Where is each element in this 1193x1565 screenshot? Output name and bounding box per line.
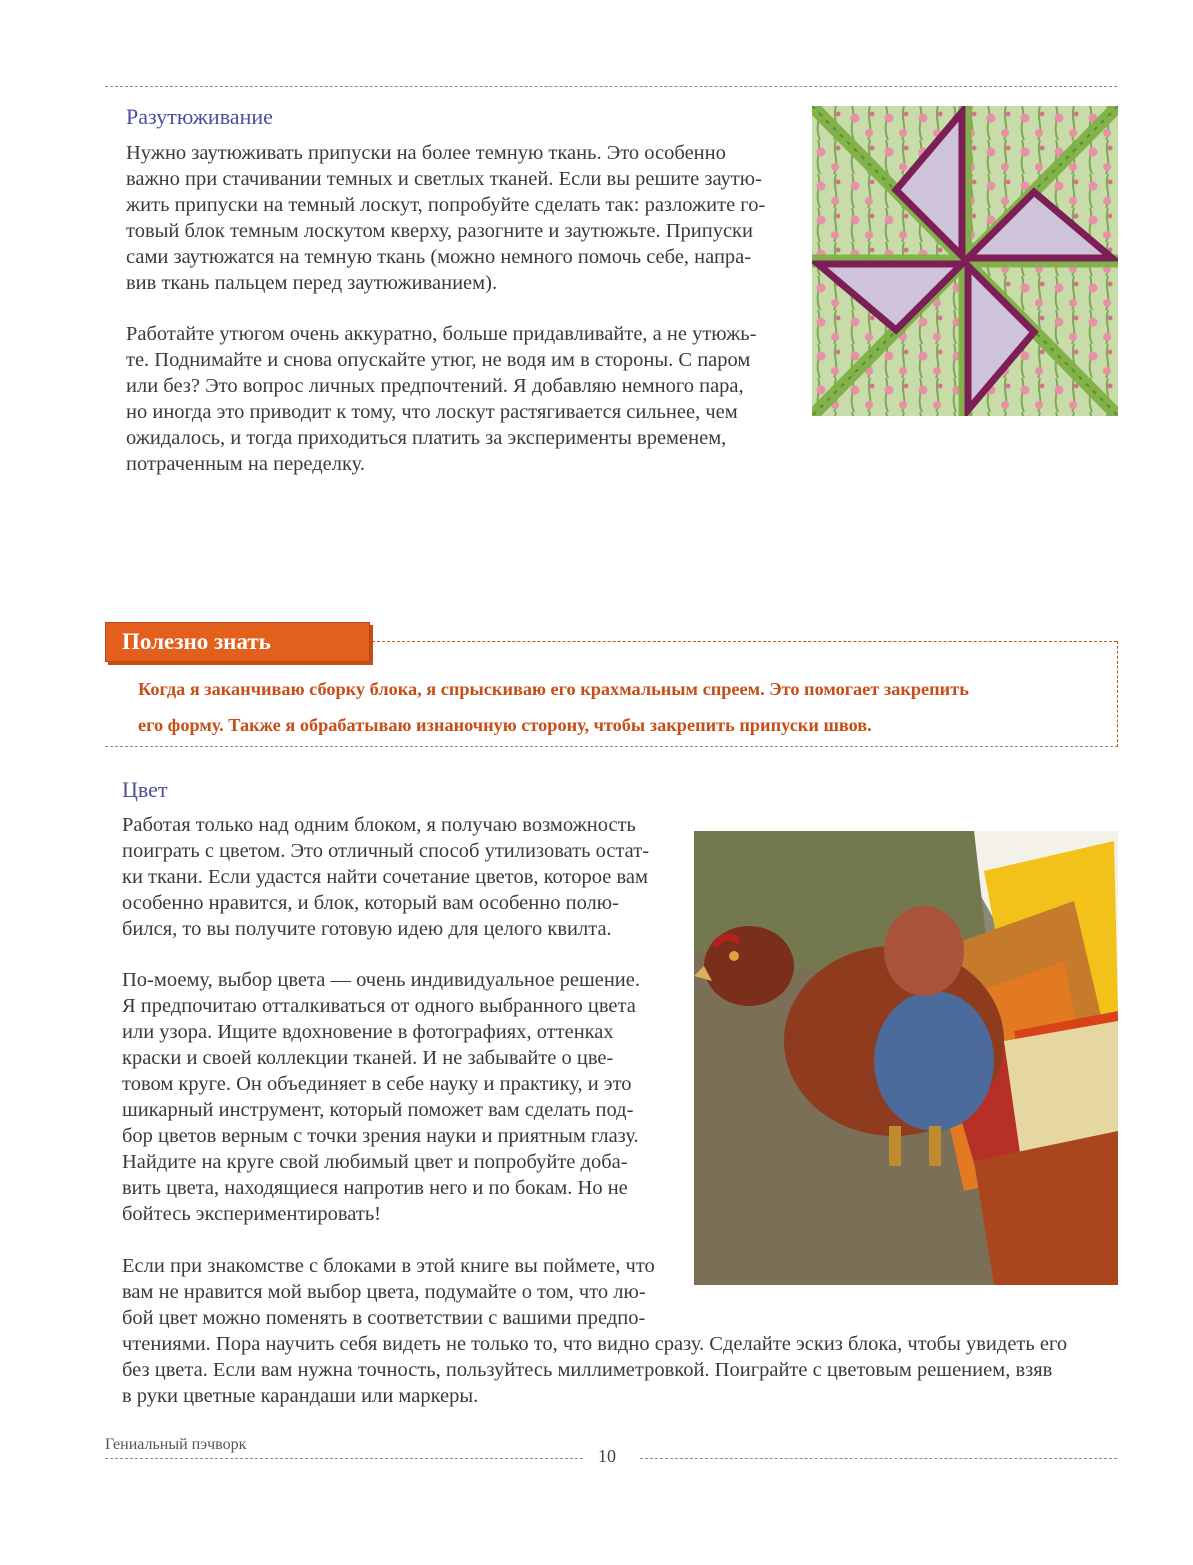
footer-divider-right — [640, 1458, 1117, 1459]
paragraph-color-1 — [122, 812, 692, 942]
text-line: Нужно заутюживать припуски на более темную ткань. Это особенно — [126, 142, 726, 164]
tip-line: Когда я заканчиваю сборку блока, я спрыскиваю его крахмальным спреем. Это помогает закрепить — [138, 679, 969, 699]
tip-label: Полезно знать — [105, 622, 370, 662]
text-line: Работайте утюгом очень аккуратно, больше придавливайте, а не утюжь- — [126, 323, 757, 345]
text-line: бор цветов верным с точки зрения науки и приятным глазу. — [122, 1125, 639, 1147]
text-line: Если при знакомстве с блоками в этой книге вы поймете, что — [122, 1255, 655, 1277]
text-line: Я предпочитаю отталкиваться от одного выбранного цвета — [122, 995, 636, 1017]
text-line: те. Поднимайте и снова опускайте утюг, не водя им в стороны. С паром — [126, 349, 751, 371]
section-heading-pressing: Разутюживание — [126, 104, 273, 129]
text-line: краски и своей коллекции тканей. И не забывайте о цве- — [122, 1047, 614, 1069]
text-line: без цвета. Если вам нужна точность, пользуйтесь миллиметровкой. Поиграйте с цветовым решением, взяв — [122, 1359, 1053, 1381]
hen-fabric-photo — [694, 831, 1118, 1285]
text-line: Найдите на круге свой любимый цвет и попробуйте доба- — [122, 1151, 628, 1173]
text-line: поиграть с цветом. Это отличный способ утилизовать остат- — [122, 840, 650, 862]
text-line: или без? Это вопрос личных предпочтений. Я добавляю немного пара, — [126, 375, 744, 397]
footer-book-title: Гениальный пэчворк — [105, 1436, 247, 1453]
text-line: вив ткань пальцем перед заутюживанием). — [126, 272, 498, 294]
section-heading-color: Цвет — [122, 777, 168, 802]
text-line: ожидалось, и тогда приходиться платить за эксперименты временем, — [126, 427, 727, 449]
text-line: По-моему, выбор цвета — очень индивидуальное решение. — [122, 969, 640, 991]
tip-text — [138, 671, 1098, 743]
text-line: товом круге. Он объединяет в себе науку и практику, и это — [122, 1073, 632, 1095]
top-divider — [105, 86, 1117, 87]
text-line: или узора. Ищите вдохновение в фотографиях, оттенках — [122, 1021, 614, 1043]
text-line: важно при стачивании темных и светлых тканей. Если вы решите заутю- — [126, 168, 762, 190]
tip-line: его форму. Также я обрабатываю изнаночную сторону, чтобы закрепить припуски швов. — [138, 715, 872, 735]
quilt-block-photo — [812, 106, 1118, 416]
text-line: бойтесь экспериментировать! — [122, 1203, 382, 1225]
text-line: особенно нравится, и блок, который вам особенно полю- — [122, 892, 619, 914]
page-number: 10 — [598, 1446, 616, 1466]
text-line: шикарный инструмент, который поможет вам сделать под- — [122, 1099, 634, 1121]
text-line: вам не нравится мой выбор цвета, подумайте о том, что лю- — [122, 1281, 646, 1303]
text-line: сами заутюжатся на темную ткань (можно немного помочь себе, напра- — [126, 246, 752, 268]
footer-divider-left — [105, 1458, 583, 1459]
text-line: чтениями. Пора научить себя видеть не только то, что видно сразу. Сделайте эскиз блока, чтобы увидеть его — [122, 1333, 1068, 1355]
text-line: потраченным на переделку. — [126, 453, 366, 475]
text-line: бой цвет можно поменять в соответствии с вашими предпо- — [122, 1307, 646, 1329]
tip-box-top-border — [372, 641, 1117, 642]
text-line: жить припуски на темный лоскут, попробуйте сделать так: разложите го- — [126, 194, 766, 216]
text-line: бился, то вы получите готовую идею для целого квилта. — [122, 918, 612, 940]
text-line: товый блок темным лоскутом кверху, разогните и заутюжьте. Припуски — [126, 220, 753, 242]
text-line: Работая только над одним блоком, я получаю возможность — [122, 814, 636, 836]
text-line: в руки цветные карандаши или маркеры. — [122, 1385, 479, 1407]
text-line: вить цвета, находящиеся напротив него и по бокам. Но не — [122, 1177, 628, 1199]
text-line: ки ткани. Если удастся найти сочетание цветов, которое вам — [122, 866, 648, 888]
paragraph-pressing-2 — [126, 321, 806, 477]
text-line: но иногда это приводит к тому, что лоскут растягивается сильнее, чем — [126, 401, 738, 423]
paragraph-color-2 — [122, 967, 692, 1227]
paragraph-pressing-1 — [126, 140, 806, 296]
